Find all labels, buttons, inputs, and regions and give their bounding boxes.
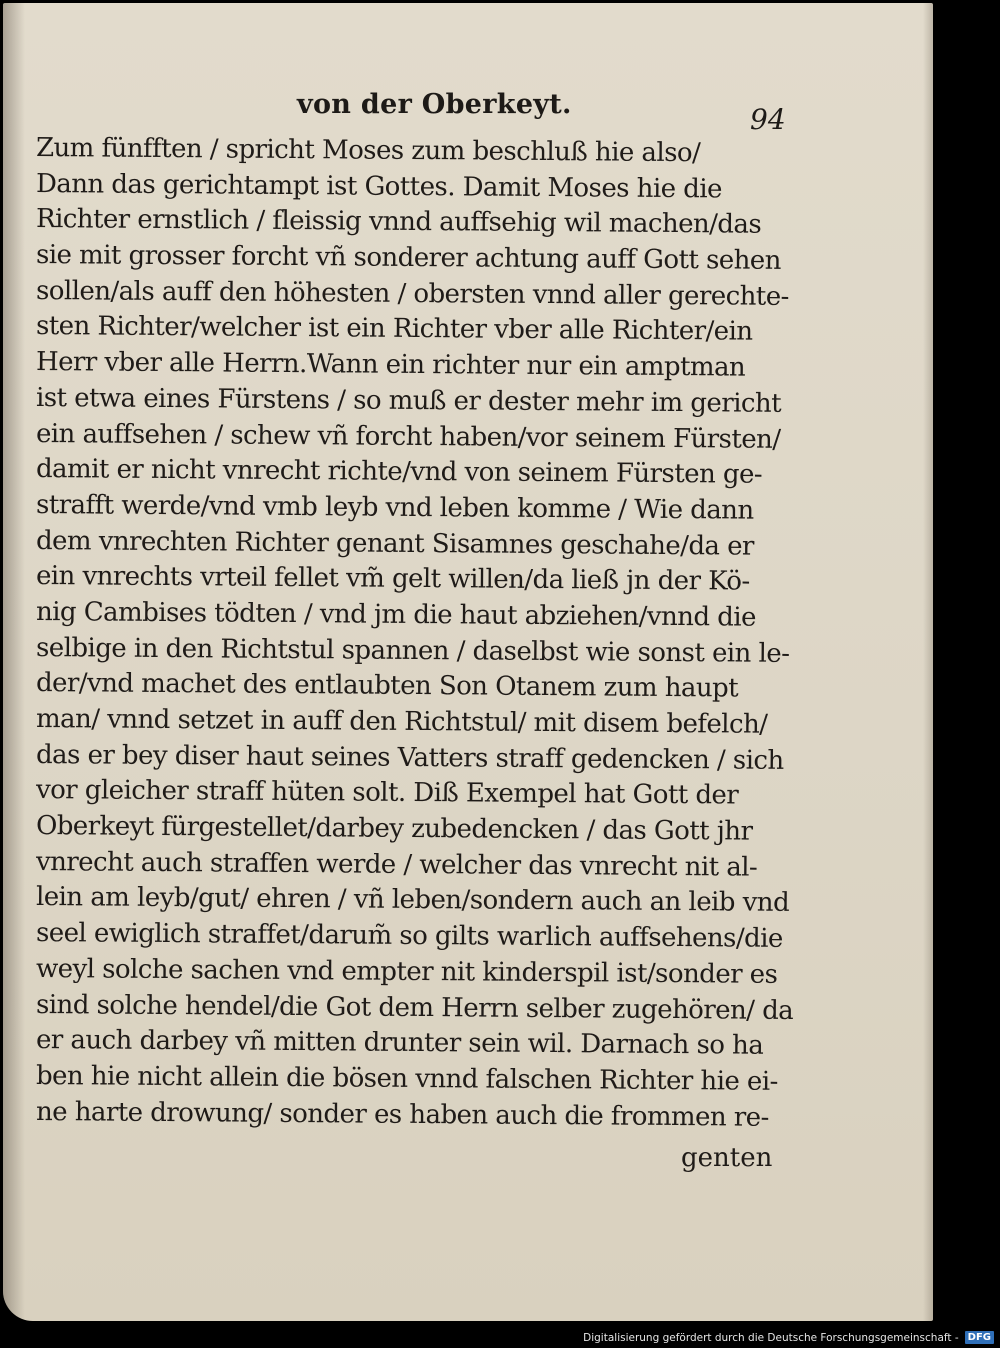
running-head: von der Oberkeyt.: [297, 89, 572, 120]
text-line: ein auffsehen / schew vñ forcht haben/vor seinem Fürsten/: [35, 418, 781, 455]
footer-text: Digitalisierung gefördert durch die Deutsche Forschungsgemeinschaft -: [583, 1331, 959, 1344]
footer-credit: [583, 1331, 994, 1344]
folio-number: 94: [750, 103, 786, 136]
text-line: ein vnrechts vrteil fellet vm̃ gelt willen/da ließ jn der Kö-: [35, 561, 750, 597]
text-line: sollen/als auff den höhesten / obersten vnnd aller gerechte-: [35, 275, 789, 312]
catchword: genten: [681, 1143, 773, 1173]
body-text: [35, 131, 796, 1133]
text-line: das er bey diser haut seines Vatters straff gedencken / sich: [35, 739, 784, 776]
text-line: Zum fünfften / spricht Moses zum beschluß hie also/: [35, 133, 701, 169]
page-edge: [923, 3, 933, 1321]
text-line: seel ewiglich straffet/darum̃ so gilts warlich auffsehens/die: [35, 918, 783, 954]
text-line: sten Richter/welcher ist ein Richter vber alle Richter/ein: [35, 311, 753, 348]
text-line: sie mit grosser forcht vñ sonderer achtung auff Gott sehen: [35, 240, 781, 276]
text-line: strafft werde/vnd vmb leyb vnd leben komme / Wie dann: [35, 489, 754, 526]
text-line: vor gleicher straff hüten solt. Diß Exempel hat Gott der: [35, 775, 739, 811]
text-line: ne harte drowung/ sonder es haben auch die frommen re-: [35, 1096, 769, 1133]
gutter-shadow: [3, 3, 25, 1321]
dfg-logo: DFG: [965, 1331, 994, 1344]
text-line: er auch darbey vñ mitten drunter sein wil. Darnach so ha: [35, 1025, 764, 1061]
text-line: Oberkeyt fürgestellet/darbey zubedencken / das Gott jhr: [35, 811, 753, 847]
text-line: nig Cambises tödten / vnd jm die haut abziehen/vnnd die: [35, 596, 757, 633]
text-line: weyl solche sachen vnd empter nit kinderspil ist/sonder es: [35, 953, 778, 990]
text-line: selbige in den Richtstul spannen / daselbst wie sonst ein le-: [35, 632, 790, 669]
text-line: Dann das gerichtampt ist Gottes. Damit Moses hie die: [35, 168, 723, 205]
text-line: Herr vber alle Herrn.Wann ein richter nur ein amptman: [35, 347, 746, 383]
text-line: ben hie nicht allein die bösen vnnd falschen Richter hie ei-: [35, 1060, 778, 1097]
text-line: damit er nicht vnrecht richte/vnd von seinem Fürsten ge-: [35, 454, 763, 490]
text-line: lein am leyb/gut/ ehren / vñ leben/sondern auch an leib vnd: [35, 882, 790, 919]
text-line: der/vnd machet des entlaubten Son Otanem zum haupt: [35, 668, 739, 704]
text-line: Richter ernstlich / fleissig vnnd auffsehig wil machen/das: [35, 204, 762, 241]
text-line: dem vnrechten Richter genant Sisamnes geschahe/da er: [35, 525, 754, 562]
text-line: ist etwa eines Fürstens / so muß er dester mehr im gericht: [35, 382, 782, 419]
text-line: man/ vnnd setzet in auff den Richtstul/ mit disem befelch/: [35, 704, 768, 740]
text-line: vnrecht auch straffen werde / welcher das vnrecht nit al-: [35, 846, 758, 883]
text-line: sind solche hendel/die Got dem Herrn selber zugehören/ da: [35, 989, 794, 1026]
book-page: [3, 3, 933, 1321]
